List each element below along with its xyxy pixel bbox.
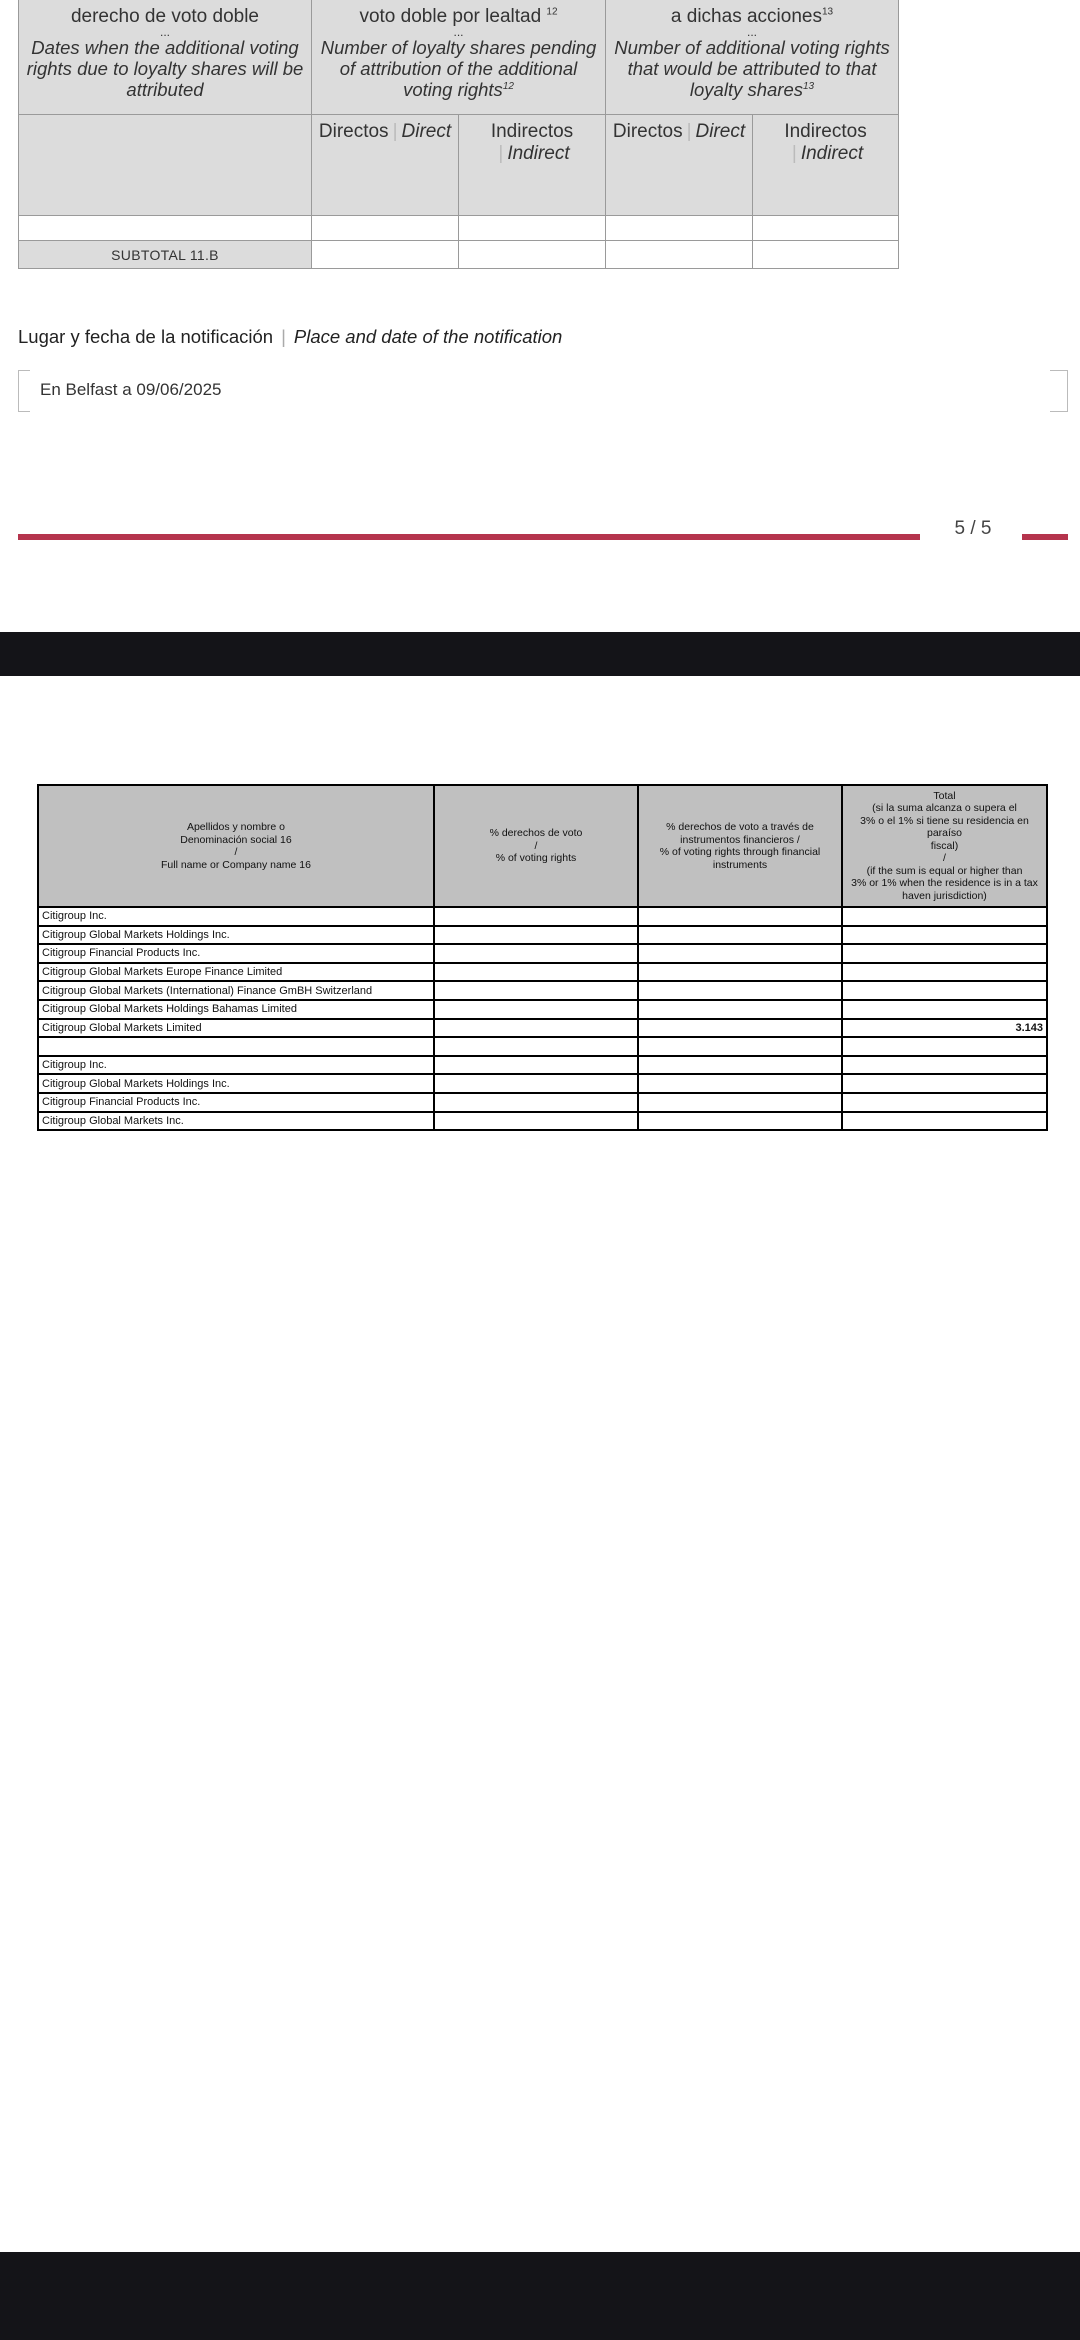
table-row [19,216,899,241]
table-row [38,1112,1047,1131]
subtotal-label: SUBTOTAL 11.B [19,241,312,269]
subheader-direct-1: Directos | Direct [312,115,459,216]
row-voting [434,1019,638,1038]
table-row [38,1093,1047,1112]
subheader-indirect-1: Indirectos | Indirect [459,115,606,216]
subtotal-cell[interactable] [312,241,459,269]
row-total [842,907,1047,926]
row-name: Citigroup Inc. [38,907,434,926]
row-instruments [638,1074,842,1093]
table-row [38,1074,1047,1093]
row-total [842,1112,1047,1131]
subtotal-row [19,241,899,269]
row-voting [434,944,638,963]
notification-label: Lugar y fecha de la notificación | Place and date of the notification [18,326,563,347]
row-voting [434,907,638,926]
loyalty-shares-table [18,0,899,269]
header-voting-rights: % derechos de voto / % of voting rights [434,785,638,907]
table-row [38,963,1047,982]
row-voting [434,1000,638,1019]
table-row [38,981,1047,1000]
row-voting [434,1037,638,1056]
row-name: Citigroup Global Markets Holdings Bahamas Limited [38,1000,434,1019]
row-voting [434,1074,638,1093]
header-additional-voting-rights: a dichas acciones$^{13}$ ... Number of additional voting rights that would be attributed to that loyalty shares$^{13}$ [606,0,899,115]
subtotal-cell[interactable] [459,241,606,269]
row-total [842,1056,1047,1075]
subheader-indirect-2: Indirectos | Indirect [753,115,899,216]
row-name: Citigroup Financial Products Inc. [38,944,434,963]
data-cell[interactable] [312,216,459,241]
data-cell[interactable] [606,216,753,241]
row-name: Citigroup Global Markets Limited [38,1019,434,1038]
data-cell[interactable] [19,216,312,241]
subheader-direct-2: Directos | Direct [606,115,753,216]
bottom-bar [0,2252,1080,2340]
row-name [38,1037,434,1056]
subheader-empty [19,115,312,216]
data-cell[interactable] [459,216,606,241]
row-instruments [638,926,842,945]
header-total: Total (si la suma alcanza o supera el 3% o el 1% si tiene su residencia en paraíso fiscal) / (if the sum is equal or higher than 3% or 1% when the residence is in a tax haven jurisdiction) [842,785,1047,907]
table-row [38,1056,1047,1075]
row-instruments [638,1000,842,1019]
footer-rule-end [1022,534,1068,540]
row-name: Citigroup Global Markets Inc. [38,1112,434,1131]
row-voting [434,963,638,982]
row-voting [434,981,638,1000]
row-instruments [638,1112,842,1131]
subtotal-cell[interactable] [753,241,899,269]
header-loyalty-shares-pending: voto doble por lealtad $^{12}$ ... Number of loyalty shares pending of attribution of the additional voting rights$^{12}$ [312,0,606,115]
row-instruments [638,1019,842,1038]
row-instruments [638,907,842,926]
row-total [842,1093,1047,1112]
row-voting [434,926,638,945]
header-attribution-dates: derecho de voto doble ... Dates when the additional voting rights due to loyalty shares will be attributed [19,0,312,115]
table-row [38,1000,1047,1019]
row-total [842,1037,1047,1056]
row-instruments [638,1037,842,1056]
page-indicator: 5 / 5 [954,518,992,539]
row-name: Citigroup Global Markets (International) Finance GmBH Switzerland [38,981,434,1000]
notification-value[interactable]: En Belfast a 09/06/2025 [40,380,222,399]
header-name: Apellidos y nombre o Denominación social 16 / Full name or Company name 16 [38,785,434,907]
row-name: Citigroup Global Markets Holdings Inc. [38,1074,434,1093]
row-total [842,944,1047,963]
row-name: Citigroup Global Markets Holdings Inc. [38,926,434,945]
table-row [38,1019,1047,1038]
footer-rule [18,534,920,540]
control-chain-table [37,784,1048,1131]
subtotal-cell[interactable] [606,241,753,269]
row-total: 3.143 [842,1019,1047,1038]
data-cell[interactable] [753,216,899,241]
row-instruments [638,1056,842,1075]
row-total [842,981,1047,1000]
row-total [842,1000,1047,1019]
row-name: Citigroup Global Markets Europe Finance Limited [38,963,434,982]
row-voting [434,1056,638,1075]
row-total [842,963,1047,982]
table-row [38,907,1047,926]
header-financial-instruments: % derechos de voto a través de instrumentos financieros / % of voting rights through financial instruments [638,785,842,907]
row-voting [434,1093,638,1112]
row-instruments [638,981,842,1000]
row-name: Citigroup Financial Products Inc. [38,1093,434,1112]
page-separator [0,632,1080,676]
row-instruments [638,1093,842,1112]
table-row [38,944,1047,963]
row-instruments [638,944,842,963]
table-row [38,1037,1047,1056]
notification-field-frame-right [1056,370,1068,412]
row-instruments [638,963,842,982]
row-total [842,926,1047,945]
table-row [38,926,1047,945]
row-total [842,1074,1047,1093]
row-voting [434,1112,638,1131]
row-name: Citigroup Inc. [38,1056,434,1075]
